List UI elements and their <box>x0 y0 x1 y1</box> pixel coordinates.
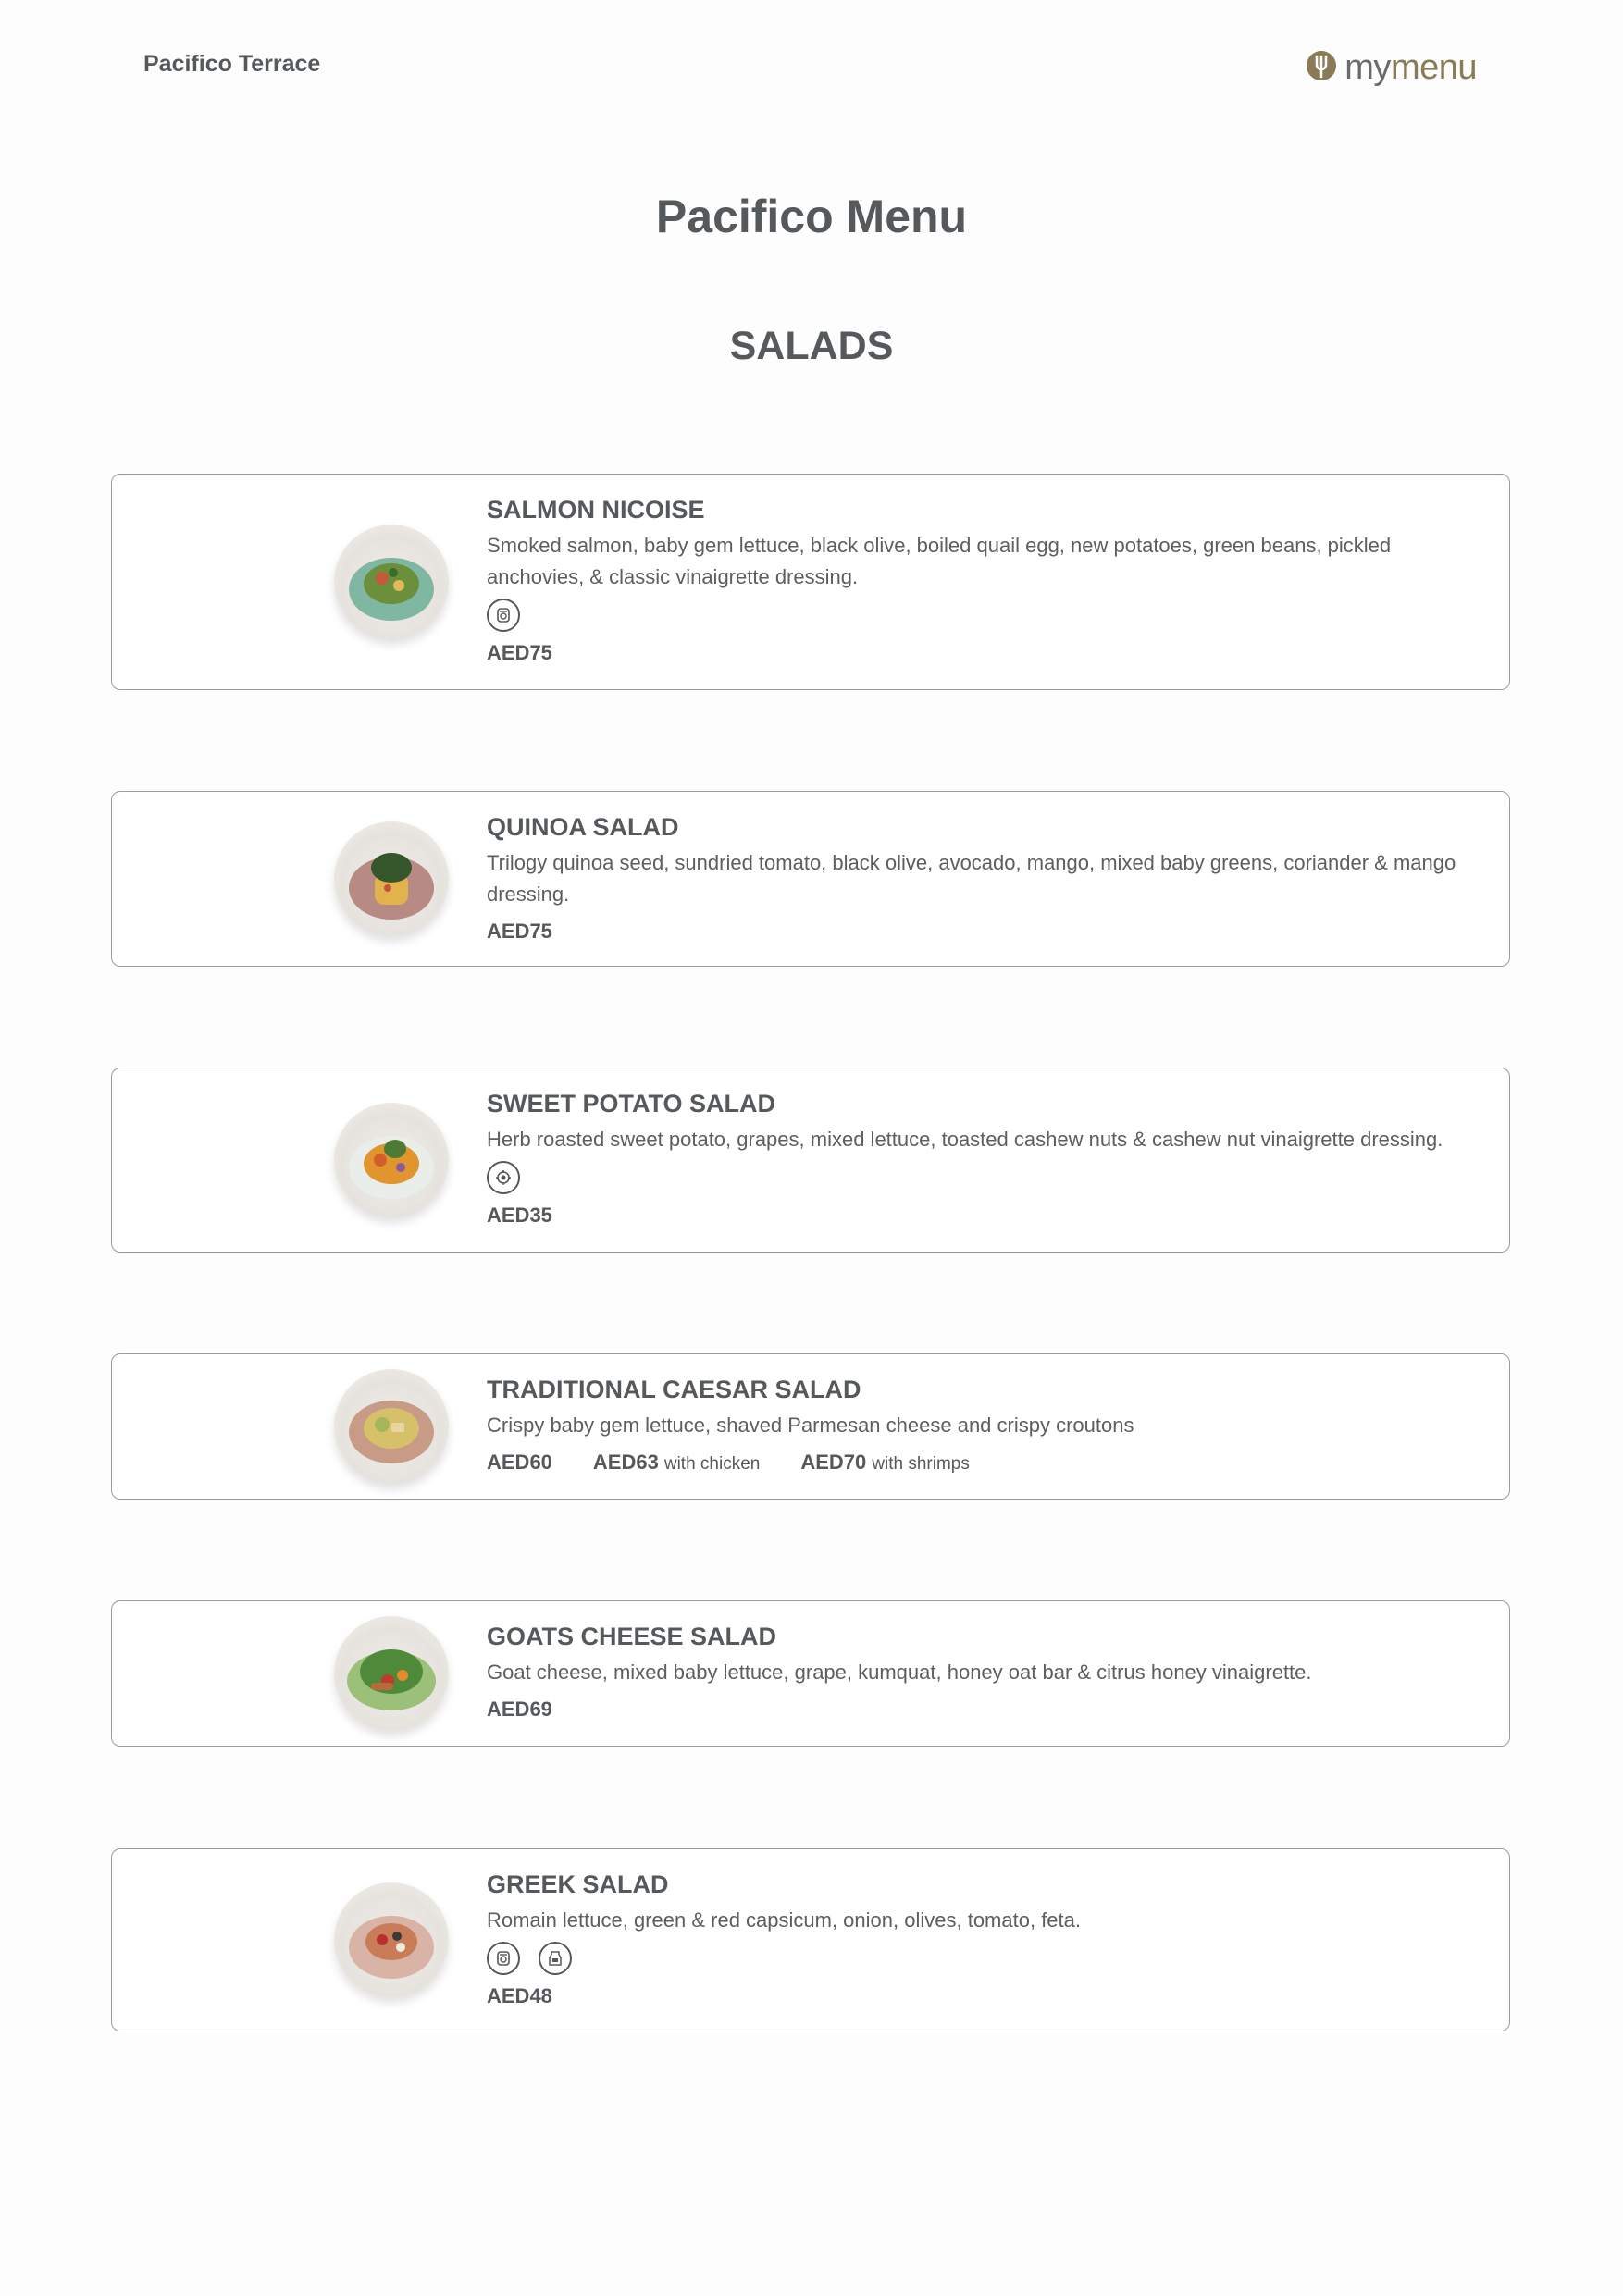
price-amount: AED75 <box>487 920 552 943</box>
price-amount: AED60 <box>487 1450 552 1474</box>
price-amount: AED48 <box>487 1984 552 2007</box>
mymenu-logo[interactable] <box>1306 48 1477 88</box>
menu-item-card[interactable] <box>111 474 1510 690</box>
price-amount: AED35 <box>487 1204 552 1227</box>
item-price-with-shrimps <box>800 1450 970 1475</box>
item-name: QUINOA SALAD <box>487 813 679 841</box>
menu-item-card[interactable] <box>111 1353 1510 1500</box>
item-price <box>487 1984 552 2008</box>
item-price <box>487 641 552 665</box>
fish-icon <box>487 599 520 632</box>
item-description: Herb roasted sweet potato, grapes, mixed lettuce, toasted cashew nuts & cashew nut vinaigrette dressing. <box>487 1128 1443 1151</box>
fish-icon <box>487 1942 520 1975</box>
item-name: SALMON NICOISE <box>487 496 705 524</box>
price-amount: AED69 <box>487 1697 552 1721</box>
price-note: with shrimps <box>872 1454 970 1474</box>
menu-item-card[interactable] <box>111 1068 1510 1253</box>
menu-item-card[interactable] <box>111 1600 1510 1747</box>
item-description: Smoked salmon, baby gem lettuce, black olive, boiled quail egg, new potatoes, green beans, pickled anchovies, & classic vinaigrette dressing. <box>487 534 1392 588</box>
item-price-with-chicken <box>593 1450 760 1475</box>
item-name: GOATS CHEESE SALAD <box>487 1623 777 1650</box>
menu-item-card[interactable] <box>111 791 1510 967</box>
item-description: Trilogy quinoa seed, sundried tomato, black olive, avocado, mango, mixed baby greens, coriander & mango dressing. <box>487 851 1456 906</box>
logo-text <box>1344 48 1477 88</box>
menu-title: Pacifico Menu <box>655 191 968 242</box>
menu-item-card[interactable] <box>111 1848 1510 2031</box>
dish-photo <box>334 1882 449 1997</box>
dish-photo <box>334 1103 449 1217</box>
price-amount: AED75 <box>487 641 552 664</box>
logo-my: my <box>1344 48 1391 87</box>
fork-logo-icon <box>1306 50 1337 86</box>
item-price <box>487 920 552 944</box>
price-amount: AED63 <box>592 1450 659 1474</box>
item-price <box>487 1204 552 1228</box>
dish-photo <box>334 821 449 936</box>
dish-photo <box>334 1616 449 1731</box>
restaurant-name: Pacifico Terrace <box>143 51 321 77</box>
price-note: with chicken <box>663 1454 761 1474</box>
item-description: Goat cheese, mixed baby lettuce, grape, kumquat, honey oat bar & citrus honey vinaigrette. <box>487 1660 1312 1684</box>
item-price <box>487 1697 552 1722</box>
item-name: SWEET POTATO SALAD <box>487 1090 776 1117</box>
item-name: GREEK SALAD <box>487 1870 669 1898</box>
dairy-icon <box>539 1942 572 1975</box>
item-description: Crispy baby gem lettuce, shaved Parmesan cheese and crispy croutons <box>487 1413 1134 1437</box>
item-price <box>487 1450 552 1475</box>
dish-photo <box>334 525 449 639</box>
nuts-icon <box>487 1161 520 1194</box>
section-title: SALADS <box>729 324 894 368</box>
page-header <box>0 0 1623 130</box>
logo-menu: menu <box>1390 48 1477 87</box>
item-name: TRADITIONAL CAESAR SALAD <box>487 1376 861 1403</box>
item-description: Romain lettuce, green & red capsicum, onion, olives, tomato, feta. <box>487 1908 1081 1932</box>
price-amount: AED70 <box>800 1450 867 1474</box>
dish-photo <box>334 1369 449 1484</box>
